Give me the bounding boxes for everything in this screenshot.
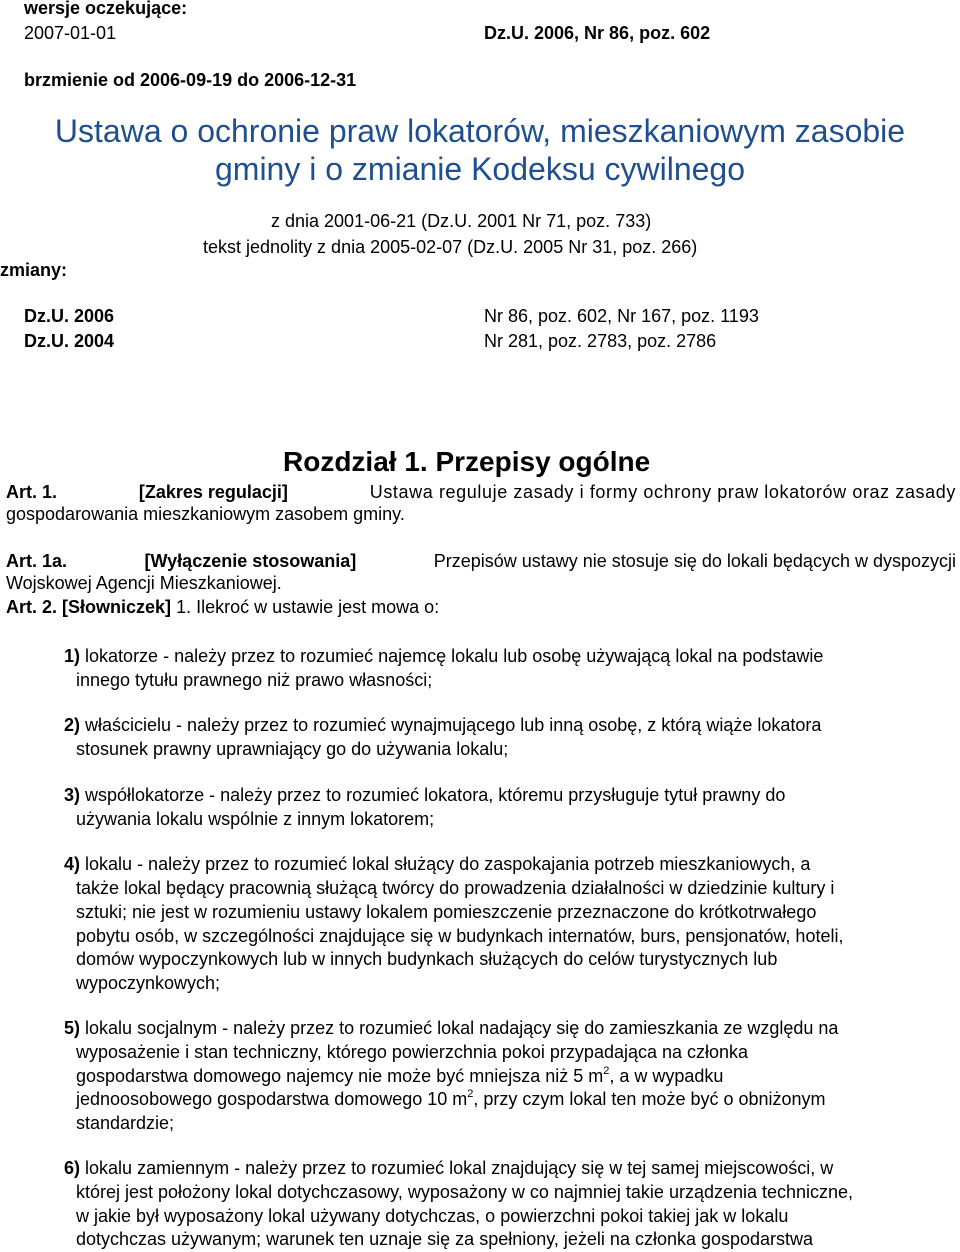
definition-number: 3) bbox=[64, 785, 81, 805]
article-heading: [Wyłączenie stosowania] bbox=[144, 551, 357, 571]
article-text: Przepisów ustawy nie stosuje się do lokali będących w dyspozycji bbox=[433, 551, 956, 571]
pending-version-ref[interactable] bbox=[484, 22, 710, 44]
definition-item bbox=[64, 1157, 833, 1179]
version-range: brzmienie od 2006-09-19 do 2006-12-31 bbox=[24, 70, 357, 90]
article-2 bbox=[6, 596, 439, 618]
definition-text-cont: której jest położony lokal dotychczasowy, wyposażony w co najmniej takie urządzenia techniczne, bbox=[76, 1182, 854, 1202]
article-number: Art. 1a. bbox=[6, 551, 68, 571]
definition-text-cont: także lokal będący pracownią służącą twórcy do prowadzenia działalności w dziedzinie kultury i bbox=[76, 878, 835, 898]
act-date-line: z dnia 2001-06-21 (Dz.U. 2001 Nr 71, poz. 733) bbox=[271, 211, 652, 231]
definition-item bbox=[64, 853, 810, 875]
article-text-cont: Wojskowej Agencji Mieszkaniowej. bbox=[6, 573, 282, 593]
definition-item bbox=[64, 714, 821, 736]
pending-version-ref-text: Dz.U. 2006, Nr 86, poz. 602 bbox=[484, 23, 711, 43]
amendments-label: zmiany: bbox=[0, 260, 68, 280]
article-intro-number: 1. bbox=[176, 597, 192, 617]
consolidated-text-line: tekst jednolity z dnia 2005-02-07 (Dz.U. 2005 Nr 31, poz. 266) bbox=[203, 237, 698, 257]
definition-text-cont: sztuki; nie jest w rozumieniu ustawy lokalem pomieszczenie przeznaczone do krótkotrwałego bbox=[76, 902, 817, 922]
definition-text-cont: domów wypoczynkowych lub w innych budynkach służących do celów turystycznych lub bbox=[76, 949, 778, 969]
definition-number: 5) bbox=[64, 1018, 81, 1038]
definition-text-cont: wypoczynkowych; bbox=[76, 973, 221, 993]
definition-text-cont: pobytu osób, w szczególności znajdujące się w budynkach internatów, burs, pensjonatów, hoteli, bbox=[76, 926, 844, 946]
amendment-refs[interactable]: Nr 281, poz. 2783, poz. 2786 bbox=[484, 331, 717, 351]
definition-text-cont: innego tytułu prawnego niż prawo własności; bbox=[76, 670, 433, 690]
amendment-refs[interactable]: Nr 86, poz. 602, Nr 167, poz. 1193 bbox=[484, 306, 759, 326]
article-1 bbox=[6, 481, 956, 525]
article-intro: Ilekroć w ustawie jest mowa o: bbox=[196, 597, 440, 617]
definition-text-part: , a w wypadku bbox=[609, 1066, 724, 1086]
article-text-cont: gospodarowania mieszkaniowym zasobem gminy. bbox=[6, 504, 405, 524]
definition-text-cont: dotychczas używanym; warunek ten uznaje się za spełniony, jeżeli na członka gospodarstwa bbox=[76, 1229, 814, 1249]
definition-text: lokalu zamiennym - należy przez to rozumieć lokal znajdujący się w tej samej miejscowości, w bbox=[85, 1158, 834, 1178]
definition-number: 4) bbox=[64, 854, 81, 874]
definition-text: lokatorze - należy przez to rozumieć najemcę lokalu lub osobę używającą lokal na podstawie bbox=[85, 646, 824, 666]
amendment-source[interactable]: Dz.U. 2004 bbox=[24, 331, 115, 351]
document-title-line1: Ustawa o ochronie praw lokatorów, mieszkaniowym zasobie bbox=[54, 113, 906, 149]
definition-number: 1) bbox=[64, 646, 81, 666]
document-title-line2: gminy i o zmianie Kodeksu cywilnego bbox=[214, 151, 746, 187]
definition-item bbox=[64, 784, 785, 806]
article-number: Art. 1. bbox=[6, 482, 58, 502]
definition-number: 6) bbox=[64, 1158, 81, 1178]
definition-text: właścicielu - należy przez to rozumieć wynajmującego lub inną osobę, z którą wiąże lokatora bbox=[85, 715, 822, 735]
definition-text-part: , przy czym lokal ten może być o obniżonym bbox=[473, 1089, 826, 1109]
article-number: Art. 2. bbox=[6, 597, 58, 617]
pending-versions-label: wersje oczekujące: bbox=[24, 0, 188, 18]
article-text: Ustawa reguluje zasady i formy ochrony praw lokatorów oraz zasady bbox=[369, 482, 956, 502]
definition-text-cont: w jakie był wyposażony lokal używany dotychczas, o powierzchni pokoi takiej jak w lokalu bbox=[76, 1206, 789, 1226]
definition-text-cont bbox=[76, 1065, 723, 1087]
definition-text-part: jednoosobowego gospodarstwa domowego 10 m bbox=[76, 1089, 468, 1109]
definition-item bbox=[64, 1017, 838, 1039]
article-heading: [Zakres regulacji] bbox=[138, 482, 288, 502]
superscript-2: 2 bbox=[467, 1088, 474, 1100]
definition-item bbox=[64, 645, 823, 667]
pending-version-date[interactable]: 2007-01-01 bbox=[24, 23, 117, 43]
definition-text-cont bbox=[76, 1088, 826, 1110]
definition-text-cont: wyposażenie i stan techniczny, którego powierzchnia pokoi przypadająca na członka bbox=[76, 1042, 749, 1062]
definition-text: lokalu socjalnym - należy przez to rozumieć lokal nadający się do zamieszkania ze względu na bbox=[85, 1018, 839, 1038]
definition-text-part: gospodarstwa domowego najemcy nie może być mniejsza niż 5 m bbox=[76, 1066, 604, 1086]
superscript-2: 2 bbox=[603, 1065, 610, 1077]
article-heading: [Słowniczek] bbox=[62, 597, 172, 617]
definition-text-cont: standardzie; bbox=[76, 1113, 175, 1133]
definition-text: lokalu - należy przez to rozumieć lokal służący do zaspokajania potrzeb mieszkaniowych, a bbox=[85, 854, 811, 874]
definition-number: 2) bbox=[64, 715, 81, 735]
chapter-heading: Rozdział 1. Przepisy ogólne bbox=[283, 446, 651, 477]
definition-text: współlokatorze - należy przez to rozumieć lokatora, któremu przysługuje tytuł prawny do bbox=[85, 785, 786, 805]
definition-text-cont: używania lokalu wspólnie z innym lokatorem; bbox=[76, 809, 435, 829]
definition-text-cont: stosunek prawny uprawniający go do używania lokalu; bbox=[76, 739, 509, 759]
article-1a bbox=[6, 550, 956, 594]
amendment-source[interactable]: Dz.U. 2006 bbox=[24, 306, 115, 326]
